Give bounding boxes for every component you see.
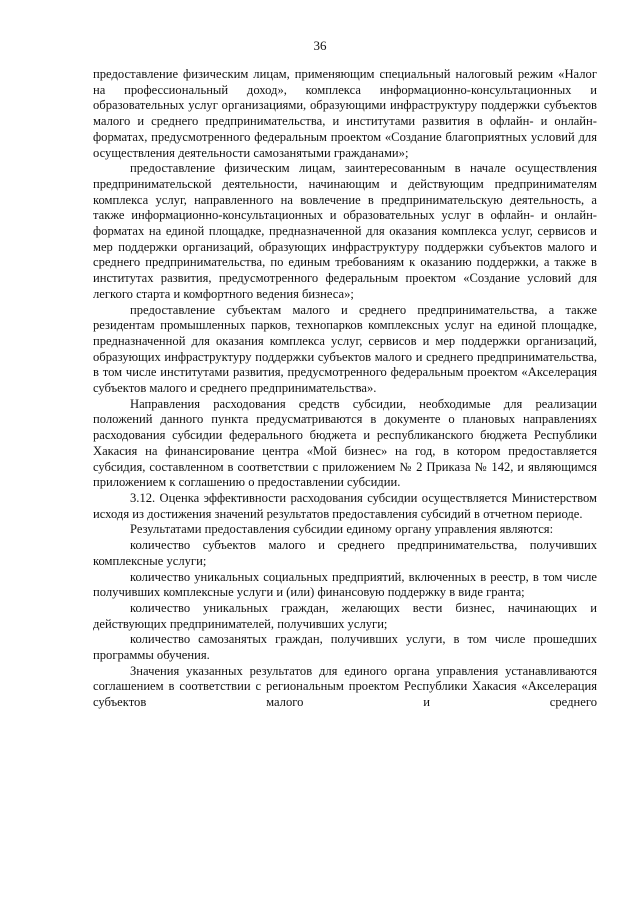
paragraph-11: Значения указанных результатов для единого органа управления устанавливаются соглашением в соответствии с региональным проектом Республики Хакасия «Акселерация субъектов малого и среднего [93, 663, 597, 710]
paragraph-1: предоставление физическим лицам, применяющим специальный налоговый режим «Налог на профессиональный доход», комплекса информационно-консультационных и образовательных услуг организациями, образующими инфраструктуру поддержки субъектов малого и среднего предпринимательства, и институтами развития в офлайн- и онлайн-форматах, предусмотренного федеральным проектом «Создание благоприятных условий для осуществления деятельности самозанятыми гражданами»; [93, 67, 597, 160]
paragraph-2: предоставление физическим лицам, заинтересованным в начале осуществления предпринимательской деятельности, начинающим и действующим предпринимателям комплекса услуг, направленного на вовлечение в предпринимательскую деятельность, а также информационно-консультационных и образовательных услуг в офлайн- и онлайн-форматах на единой площадке, предназначенной для оказания комплекса услуг, сервисов и мер поддержки организаций, образующих инфраструктуру поддержки субъектов малого и среднего предпринимательства, по единым требованиям к оказанию поддержки, а также в институтах развития, предусмотренного федеральным проектом «Создание условий для легкого старта и комфортного ведения бизнеса»; [93, 161, 597, 301]
paragraph-4: Направления расходования средств субсидии, необходимые для реализации положений данного пункта предусматриваются в документе о плановых направлениях расходования субсидии федерального бюджета и республиканского бюджета Республики Хакасия на финансирование центра «Мой бизнес» на год, в котором предоставляется субсидия, составленном в соответствии с приложением № 2 Приказа № 142, и являющимся приложением к соглашению о предоставлении субсидии. [93, 396, 597, 490]
paragraph-3: предоставление субъектам малого и среднего предпринимательства, а также резидентам промышленных парков, технопарков комплексных услуг на единой площадке, предназначенной для оказания комплекса услуг, сервисов и мер поддержки организаций, образующих инфраструктуру поддержки субъектов малого и среднего предпринимательства, в том числе институтами развития, предусмотренного федеральным проектом «Акселерация субъектов малого и среднего предпринимательства». [93, 302, 597, 396]
body-text [93, 67, 597, 711]
paragraph-8: количество уникальных социальных предприятий, включенных в реестр, в том числе получивших комплексные услуги и (или) финансовую поддержку в виде гранта; [93, 569, 597, 600]
paragraph-7: количество субъектов малого и среднего предпринимательства, получивших комплексные услуги; [93, 538, 597, 568]
paragraph-9: количество уникальных граждан, желающих вести бизнес, начинающих и действующих предпринимателей, получивших услуги; [93, 600, 597, 631]
page-number: 36 [313, 38, 327, 53]
paragraph-5: 3.12. Оценка эффективности расходования субсидии осуществляется Министерством исходя из достижения значений результатов предоставления субсидий в отчетном периоде. [93, 490, 597, 521]
paragraph-6: Результатами предоставления субсидии единому органу управления являются: [130, 522, 554, 537]
paragraph-10: количество самозанятых граждан, получивших услуги, в том числе прошедших программы обучения. [93, 632, 597, 663]
